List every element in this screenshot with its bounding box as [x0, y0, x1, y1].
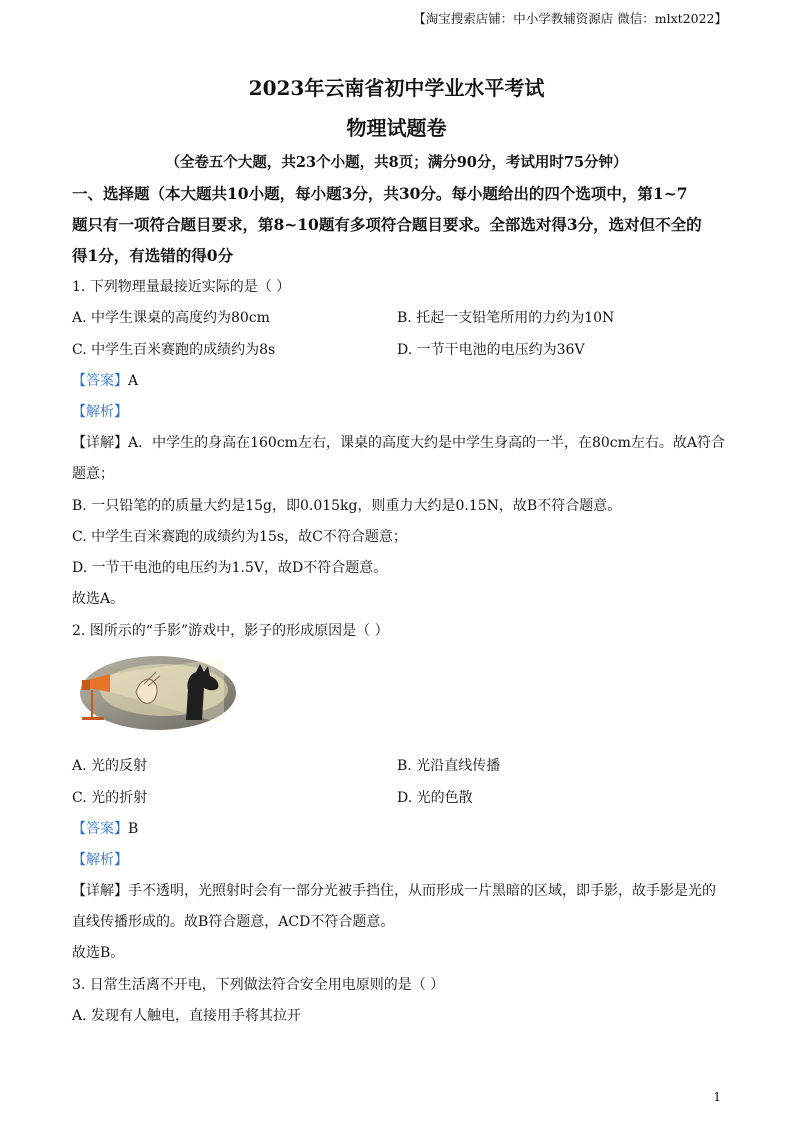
section1-line-3: 得1分，有选错的得0分: [72, 246, 234, 265]
q1-detail-c: C. 中学生百米赛跑的成绩约为15s，故C不符合题意；: [72, 529, 407, 545]
q2-option-d: D. 光的色散: [397, 790, 473, 806]
section1-line-1: 一、选择题（本大题共10小题，每小题3分，共30分。每小题给出的四个选项中，第1~7: [72, 184, 688, 203]
q2-answer: [72, 818, 138, 838]
q2-conclusion: 故选B。: [72, 945, 125, 961]
q1-option-b: B. 托起一支铅笔所用的力约为10N: [397, 310, 615, 326]
q1-option-a: A. 中学生课桌的高度约为80cm: [72, 310, 270, 326]
q2-option-c: C. 光的折射: [72, 790, 148, 806]
q2-option-b: B. 光沿直线传播: [397, 758, 501, 774]
q2-stem: 2. 图所示的“手影”游戏中，影子的形成原因是（ ）: [72, 623, 389, 639]
q1-stem: 1. 下列物理量最接近实际的是（ ）: [72, 279, 291, 295]
q3-stem: 3. 日常生活离不开电，下列做法符合安全用电原则的是（ ）: [72, 977, 445, 993]
section1-line-2: 题只有一项符合题目要求，第8~10题有多项符合题目要求。全部选对得3分，选对但不全的: [72, 215, 702, 234]
detail-text: 手不透明，光照射时会有一部分光被手挡住，从而形成一片黑暗的区域，即手影，故手影是光的: [128, 883, 716, 899]
q1-detail-b: B. 一只铅笔的的质量大约是15g，即0.015kg，则重力大约是0.15N，故B不符合题意。: [72, 498, 622, 514]
q2-detail-1: [72, 880, 716, 900]
exam-info: （全卷五个大题，共23个小题，共8页；满分90分，考试用时75分钟）: [165, 154, 628, 171]
page-title: 2023年云南省初中学业水平考试: [248, 76, 545, 100]
answer-tag: 【答案】: [72, 373, 128, 389]
hand-shadow-illustration: [74, 654, 236, 732]
q1-detail-2: 题意；: [72, 466, 114, 482]
detail-tag: 【详解】: [72, 883, 128, 899]
answer-value: A: [128, 373, 139, 389]
detail-text: A．中学生的身高在160cm左右，课桌的高度大约是中学生身高的一半，在80cm左右。故A符合: [128, 435, 725, 451]
q1-analysis-tag: 【解析】: [72, 404, 128, 420]
page-subtitle: 物理试题卷: [346, 116, 447, 140]
q1-option-d: D. 一节干电池的电压约为36V: [397, 342, 585, 358]
q1-detail-1: [72, 432, 725, 452]
q1-answer: [72, 370, 138, 390]
header-note: 【淘宝搜索店铺：中小学教辅资源店 微信：mlxt2022】: [413, 11, 727, 26]
q1-conclusion: 故选A。: [72, 591, 125, 607]
detail-tag: 【详解】: [72, 435, 128, 451]
answer-value: B: [128, 821, 139, 837]
q1-option-c: C. 中学生百米赛跑的成绩约为8s: [72, 342, 276, 358]
q2-option-a: A. 光的反射: [72, 758, 148, 774]
q2-detail-2: 直线传播形成的。故B符合题意，ACD不符合题意。: [72, 914, 395, 930]
page-number: 1: [713, 1090, 721, 1104]
q2-analysis-tag: 【解析】: [72, 852, 128, 868]
q1-detail-d: D. 一节干电池的电压约为1.5V，故D不符合题意。: [72, 560, 388, 576]
answer-tag: 【答案】: [72, 821, 128, 837]
q3-option-a: A. 发现有人触电，直接用手将其拉开: [72, 1008, 302, 1024]
